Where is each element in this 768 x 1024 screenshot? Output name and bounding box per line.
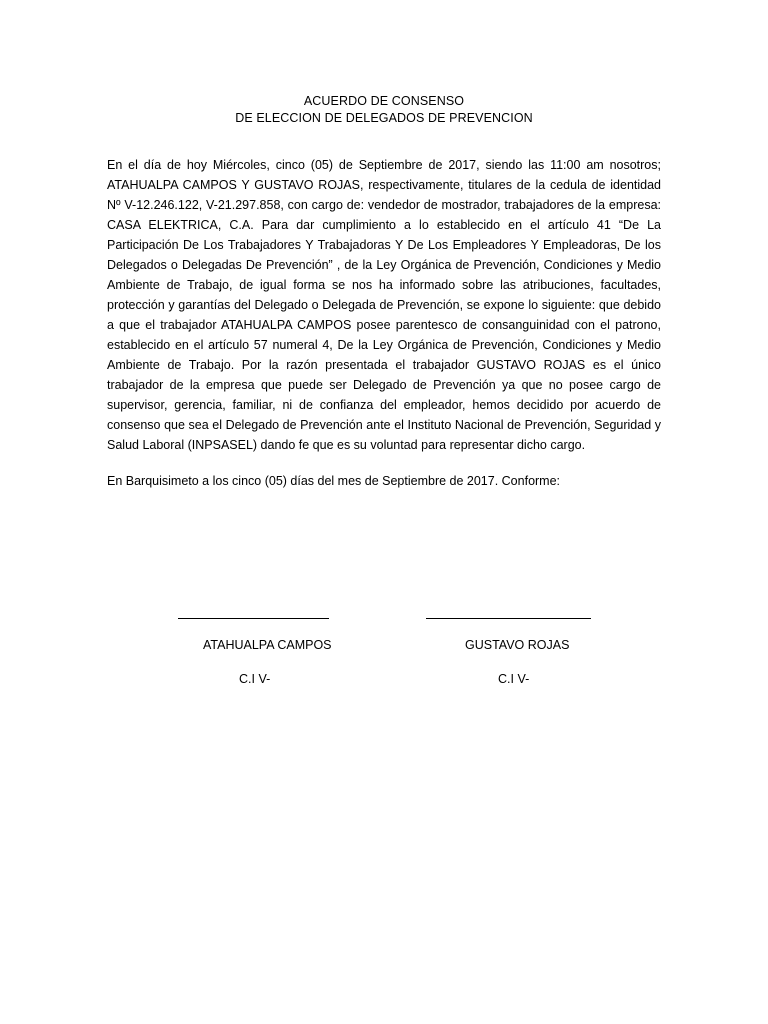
signature-line	[426, 618, 591, 619]
signatory-name: GUSTAVO ROJAS	[465, 638, 570, 652]
document-subtitle: DE ELECCION DE DELEGADOS DE PREVENCION	[235, 111, 533, 125]
signature-line	[178, 618, 329, 619]
signatory-id: C.I V-	[239, 672, 271, 686]
document-title: ACUERDO DE CONSENSO	[303, 94, 465, 108]
body-paragraph: En el día de hoy Miércoles, cinco (05) de Septiembre de 2017, siendo las 11:00 am nosotros; ATAHUALPA CAMPOS Y GUSTAVO ROJAS, respectivamente, titulares de la cedula de identidad Nº V-12.246.122, V-21.297.858, con cargo de: vendedor de mostrador, trabajadores de la empresa: CASA ELEKTRICA, C.A. Para dar cumplimiento a lo establecido en el artículo 41 “De La Participación De Los Trabajadores Y Trabajadoras Y De Los Empleadores Y Empleadoras, De los Delegados o Delegadas De Prevención” , de la Ley Orgánica de Prevención, Condiciones y Medio Ambiente de Trabajo, de igual forma se nos ha informado sobre las atribuciones, facultades, protección y garantías del Delegado o Delegada de Prevención, se expone lo siguiente: que debido a que el trabajador ATAHUALPA CAMPOS posee parentesco de consanguinidad con el patrono, establecido en el artículo 57 numeral 4, De la Ley Orgánica de Prevención, Condiciones y Medio Ambiente de Trabajo. Por la razón presentada el trabajador GUSTAVO ROJAS es el único trabajador de la empresa que puede ser Delegado de Prevención ya que no posee cargo de supervisor, gerencia, familiar, ni de confianza del empleador, hemos decidido por acuerdo de consenso que sea el Delegado de Prevención ante el Instituto Nacional de Prevención, Seguridad y Salud Laboral (INPSASEL) dando fe que es su voluntad para representar dicho cargo.	[107, 158, 661, 452]
closing-paragraph: En Barquisimeto a los cinco (05) días del mes de Septiembre de 2017. Conforme:	[107, 474, 561, 488]
signatory-id: C.I V-	[498, 672, 530, 686]
signatory-name: ATAHUALPA CAMPOS	[203, 638, 332, 652]
